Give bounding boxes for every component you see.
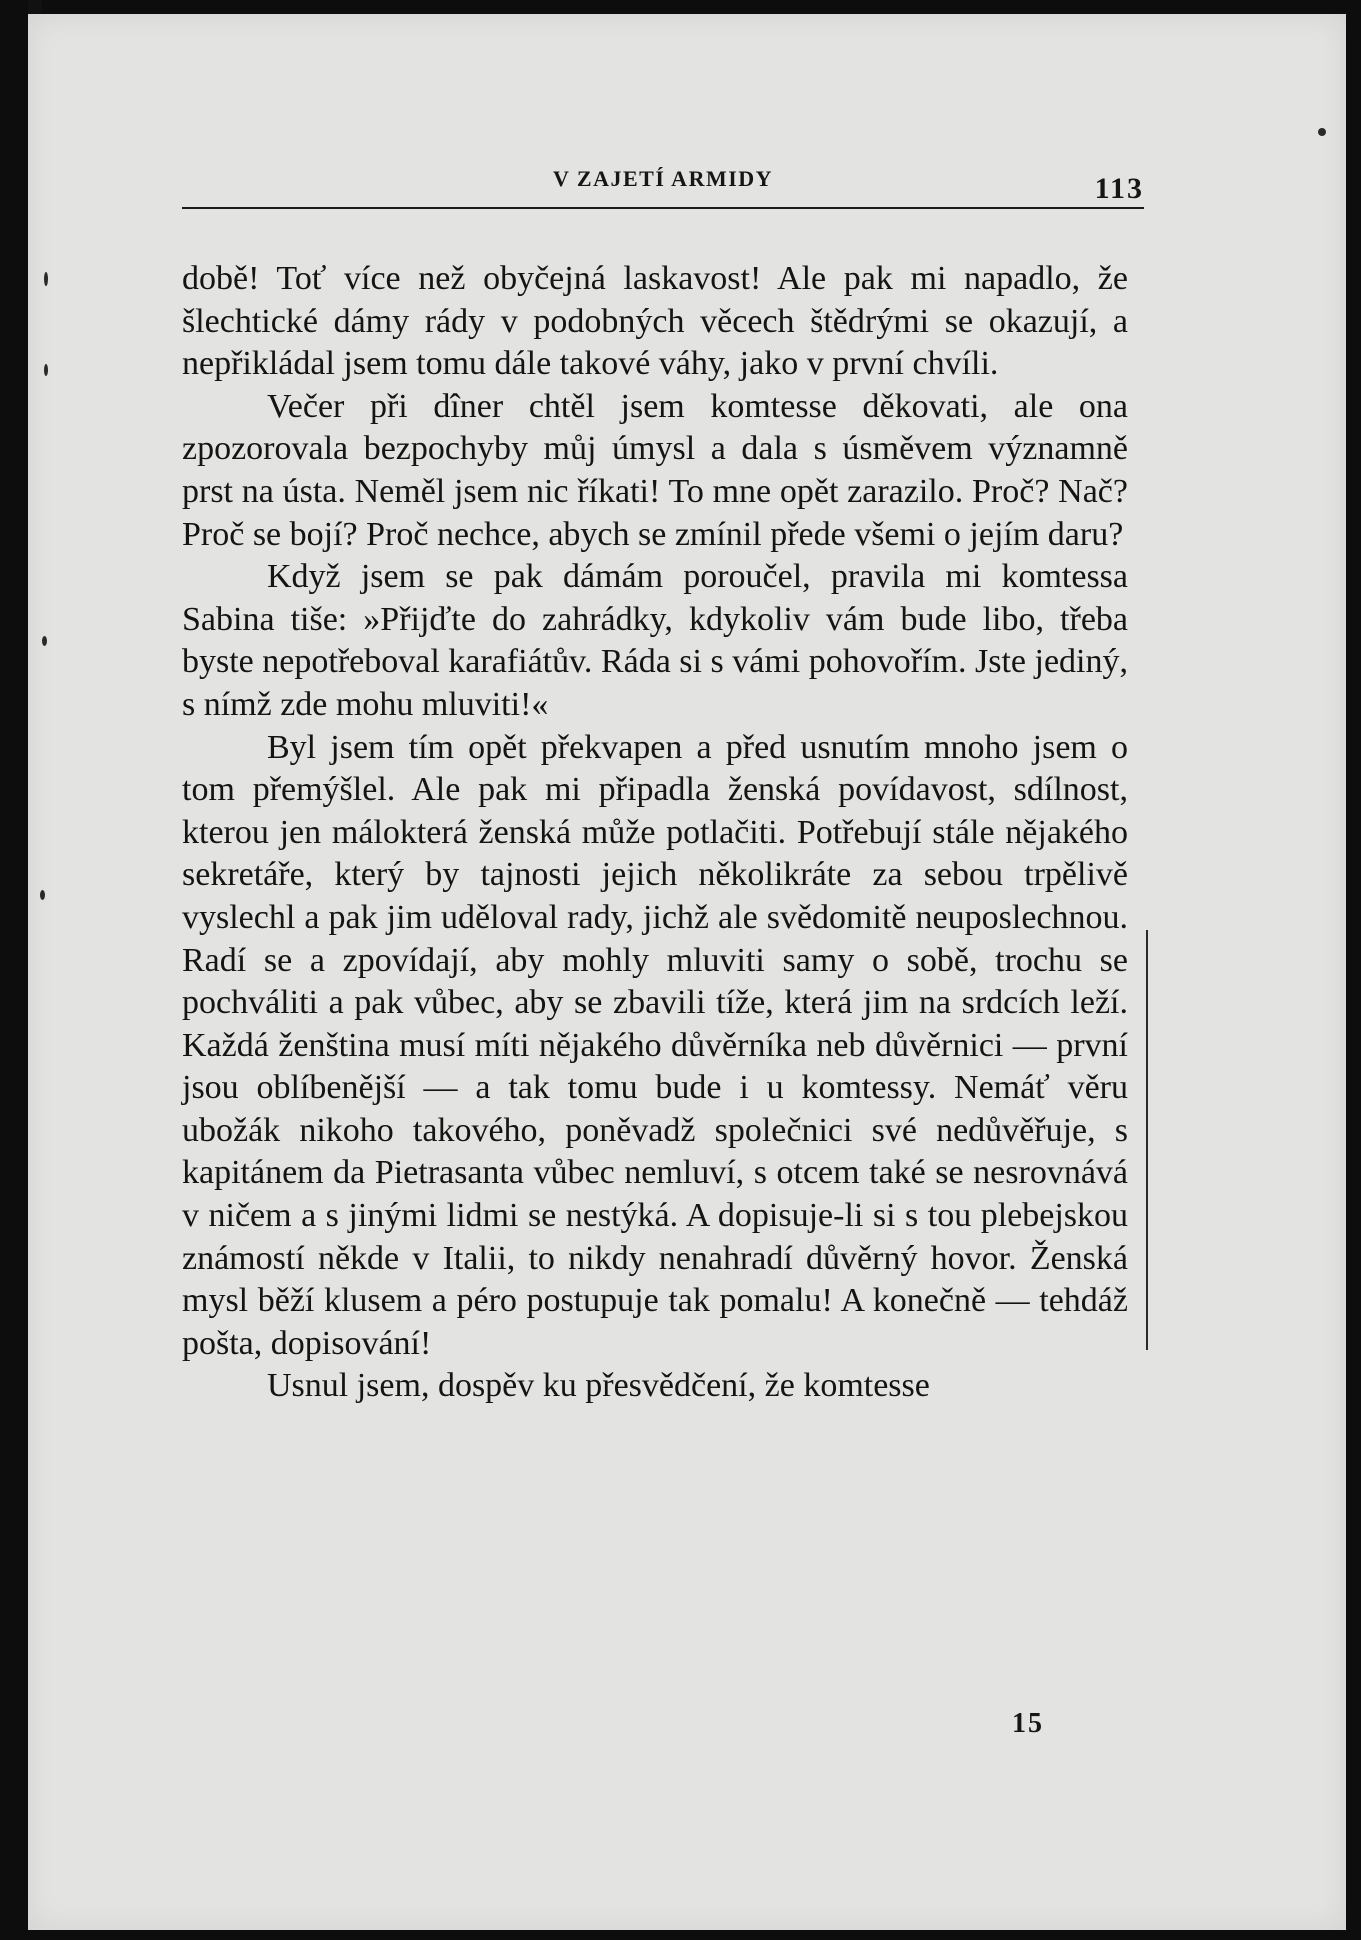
paragraph-4: Byl jsem tím opět překvapen a před usnutím mnoho jsem o tom přemýšlel. Ale pak mi připadla ženská povídavost, sdílnost, kterou jen málokterá ženská může potlačiti. Potřebují stále nějakého sekretáře, který by tajnosti jejich několikráte za sebou trpělivě vyslechl a pak jim uděloval rady, jichž ale svědomitě neuposlechnou. Radí se a zpovídají, aby mohly mluviti samy o sobě, trochu se pochváliti a pak vůbec, aby se zbavili tíže, která jim na srdcích leží. Každá ženština musí míti nějakého důvěrníka neb důvěrnici — první jsou oblíbenější — a tak tomu bude i u komtessy. Nemáť věru ubožák nikoho takového, poněvadž společnici své nedůvěřuje, s kapitánem da Pietrasanta vůbec nemluví, s otcem také se nesrovnává v ničem a s jinými lidmi se nestýká. A dopisuje-li si s tou plebejskou známostí někde v Italii, to nikdy nenahradí důvěrný hovor. Ženská mysl běží klusem a péro postupuje tak pomalu! A konečně — tehdáž pošta, dopisování! (182, 728, 1128, 1362)
margin-speck (44, 364, 48, 376)
margin-speck (42, 636, 47, 646)
page-header (182, 160, 1144, 204)
margin-bracket (1146, 930, 1156, 1350)
paragraph-2: Večer při dîner chtěl jsem komtesse děkovati, ale ona zpozorovala bezpochyby můj úmysl a dala s úsměvem významně prst na ústa. Neměl jsem nic říkati! To mne opět zarazilo. Proč? Nač? Proč se bojí? Proč nechce, abych se zmínil přede všemi o jejím daru? (182, 387, 1128, 553)
signature-mark: 15 (1012, 1708, 1044, 1739)
paragraph-5: Usnul jsem, dospěv ku přesvědčení, že komtesse (267, 1367, 930, 1405)
margin-speck (1318, 128, 1326, 136)
header-rule (182, 207, 1144, 209)
paragraph-1: době! Toť více než obyčejná laskavost! Ale pak mi napadlo, že šlechtické dámy rády v podobných věcech štědrými se okazují, a nepřikládal jsem tomu dále takové váhy, jako v první chvíli. (182, 260, 1128, 383)
running-title: V ZAJETÍ ARMIDY (552, 166, 774, 191)
body-text (182, 258, 1128, 1408)
page-number: 113 (1094, 172, 1144, 205)
margin-speck (40, 890, 45, 900)
margin-speck (44, 272, 48, 286)
paragraph-3: Když jsem se pak dámám poroučel, pravila mi komtessa Sabina tiše: »Přijďte do zahrádky, kdykoliv vám bude libo, třeba byste nepotřeboval karafiátův. Ráda si s vámi pohovořím. Jste jediný, s nímž zde mohu mluviti!« (182, 558, 1128, 723)
